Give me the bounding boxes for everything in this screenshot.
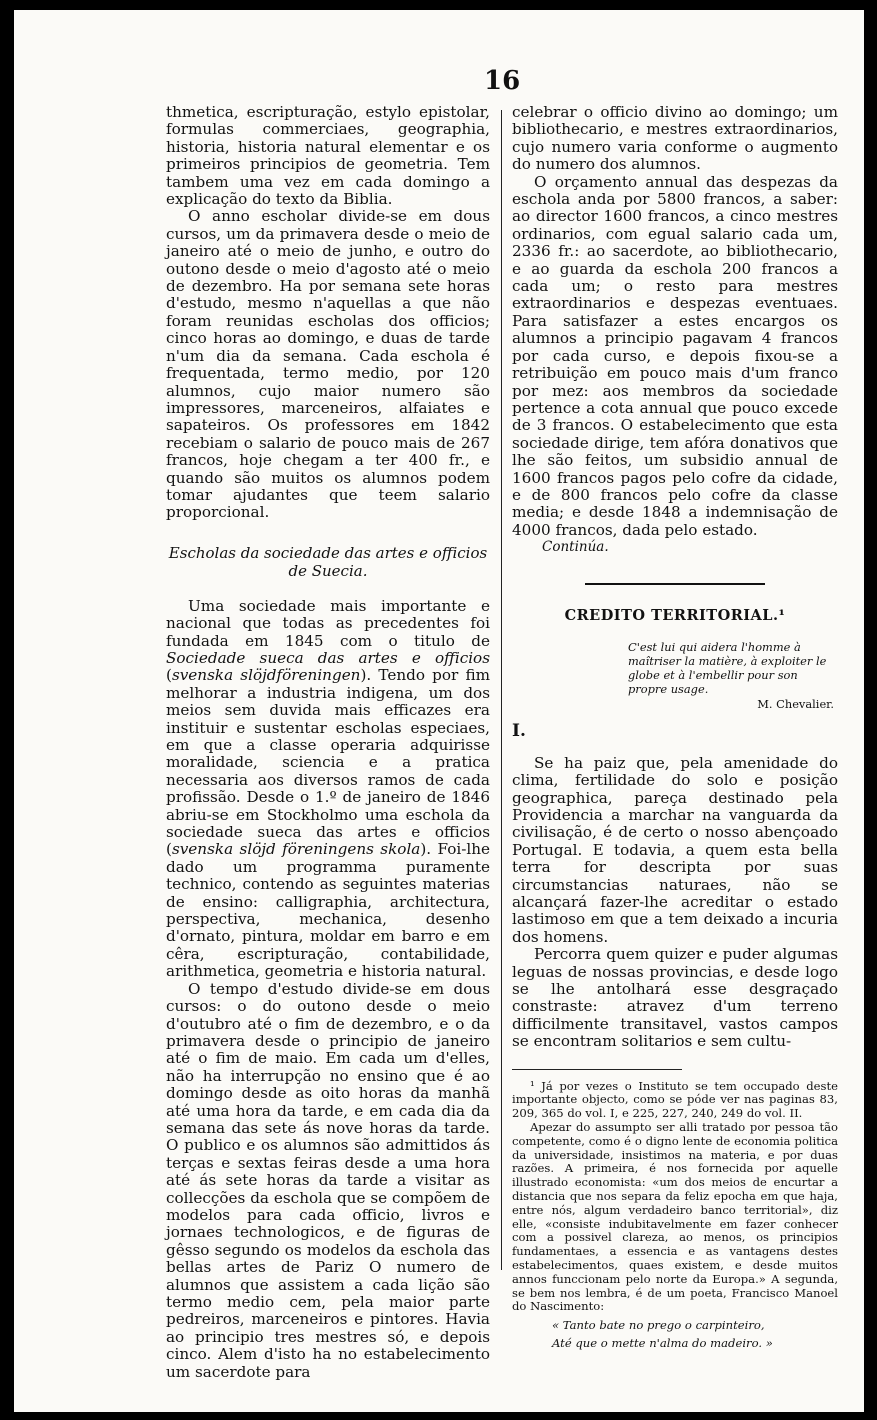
epigraph: C'est lui qui aidera l'homme à maîtriser la matière, à exploiter le globe et à l'embellir pour son propre usage. xyxy=(628,639,827,696)
text-run: Sociedade sueca das artes e officios xyxy=(166,648,490,667)
paragraph: Percorra quem quizer e puder algumas leguas de nossas provincias, e desde logo se lhe antolhará esse desgraçado constraste: atravez d'um terreno difficilmente transitavel, vastos campos se encontram solitarios e sem cultu- xyxy=(512,945,838,1051)
paragraph: Se ha paiz que, pela amenidade do clima, fertilidade do solo e posição geographica, pareça destinado pela Providencia a marchar na vanguarda da civilisação, é de certo o nosso abençoado Portugal. E todavia, a quem esta bella terra for descripta por suas circumstancias naturaes, não se alcançará fazer-lhe acreditar o estado lastimoso em que a tem deixado a incuria dos homens. xyxy=(512,753,838,946)
paragraph xyxy=(166,598,490,981)
text-run: svenska slöjd föreningens skola xyxy=(171,840,421,859)
left-column xyxy=(166,104,490,1381)
text-run: ). Tendo por fim melhorar a industria indigena, um dos meios sem duvida mais efficazes era instituir e sustentar escholas especiaes, em que a classe operaria adquirisse moralidade, sciencia e a pratica necessaria aos diversos ramos de cada profissão. Desde o 1.º de janeiro de 1846 abriu-se em Stockholmo uma eschola da sociedade sueca das artes e officios ( xyxy=(166,666,490,859)
section-subheading xyxy=(166,544,490,580)
article-title: CREDITO TERRITORIAL.¹ xyxy=(564,606,786,624)
text-run: svenska slöjdföreningen xyxy=(171,666,361,685)
section-number: I. xyxy=(512,721,526,742)
footnotes xyxy=(512,1080,838,1351)
article-separator xyxy=(585,583,765,585)
epigraph-author: M. Chevalier. xyxy=(757,696,834,711)
text-run: ( xyxy=(166,666,172,685)
page-number: 16 xyxy=(484,66,521,96)
verse-line: Até que o mette n'alma do madeiro. » xyxy=(552,1336,773,1351)
paragraph: thmetica, escripturação, estylo epistolar, formulas commerciaes, geographia, historia, historia natural elementar e os primeiros principios de geometria. Tem tambem uma vez em cada domingo a explicação do texto da Biblia. xyxy=(166,103,490,209)
verse-line: « Tanto bate no prego o carpinteiro, xyxy=(552,1318,765,1333)
page xyxy=(14,10,864,1412)
paragraph: O orçamento annual das despezas da eschola anda por 5800 francos, a saber: ao director 1600 francos, a cinco mestres ordinarios, com egual salario cada um, 2336 fr.: ao sacerdote, ao bibliothecario, e ao guarda da eschola 200 francos a cada um; o resto para mestres extraordinarios e despezas eventuaes. Para satisfazer a estes encargos os alumnos a principio pagavam 4 francos por cada curso, e depois fixou-se a retribuição em pouco mais d'um franco por mez: aos membros da sociedade pertence a cota annual que pouco excede de 3 francos. O estabelecimento que esta sociedade dirige, tem afóra donativos que lhe são feitos, um subsidio annual de 1600 francos pagos pelo cofre da cidade, e de 800 francos pelo cofre da classe media; e desde 1848 a indemnisação de 4000 francos, dada pelo estado. xyxy=(512,172,838,539)
text-run: Uma sociedade mais importante e nacional que todas as precedentes foi fundada em 1845 com o titulo de xyxy=(166,596,490,650)
paragraph: O tempo d'estudo divide-se em dous cursos: o do outono desde o meio d'outubro até o fim de dezembro, e o da primavera desde o principio de janeiro até o fim de maio. Em cada um d'elles, não ha interrupção no ensino que é ao domingo desde as oito horas da manhã até uma hora da tarde, e em cada dia da semana das sete ás nove horas da tarde. O publico e os alumnos são admittidos ás terças e sextas feiras desde a uma hora até ás sete horas da tarde a visitar as collecções da eschola que se compõem de modelos para cada officio, livros e jornaes technologicos, e de figuras de gêsso segundo os modelos da eschola das bellas artes de Pariz O numero de alumnos que assistem a cada lição são termo medio cem, pela maior parte pedreiros, marceneiros e pintores. Havia ao principio tres mestres só, e depois cinco. Alem d'isto ha no estabelecimento um sacerdote para xyxy=(166,979,490,1381)
continua-label: Continúa. xyxy=(542,539,609,556)
footnote-rule xyxy=(512,1069,682,1070)
footnote: Apezar do assumpto ser alli tratado por pessoa tão competente, como é o digno lente de economia politica da universidade, insistimos na materia, e por duas razões. A primeira, é nos fornecida por aquelle illustrado economista: «um dos meios de encurtar a distancia que nos separa da feliz epocha em que haja, entre nós, algum verdadeiro banco territorial», diz elle, «consiste indubitavelmente em fazer conhecer com a possivel clareza, ao menos, os principios fundamentaes, a essencia e as vantagens destes estabelecimentos, quaes existem, e desde muitos annos funccionam pelo norte da Europa.» A segunda, se bem nos lembra, é de um poeta, Francisco Manoel do Nascimento: xyxy=(512,1120,838,1314)
paragraph: celebrar o officio divino ao domingo; um bibliothecario, e mestres extraordinarios, cujo numero varia conforme o augmento do numero dos alumnos. xyxy=(512,103,838,174)
subheading-line: Escholas da sociedade das artes e officios xyxy=(168,543,488,562)
text-run: ). Foi-lhe dado um programma puramente technico, contendo as seguintes materias de ensino: calligraphia, architectura, perspectiva, mechanica, desenho d'ornato, pintura, moldar em barro e em cêra, escripturação, contabilidade, arithmetica, geometria e historia natural. xyxy=(166,840,490,981)
column-divider xyxy=(501,110,502,1270)
subheading-line: de Suecia. xyxy=(288,561,368,580)
footnote: ¹ Já por vezes o Instituto se tem occupado deste importante objecto, como se póde ver nas paginas 83, 209, 365 do vol. I, e 225, 227, 240, 249 do vol. II. xyxy=(512,1078,838,1121)
right-column xyxy=(512,104,838,1350)
paragraph: O anno escholar divide-se em dous cursos, um da primavera desde o meio de janeiro até o meio de junho, e outro do outono desde o meio d'agosto até o meio de dezembro. Ha por semana sete horas d'estudo, mesmo n'aquellas a que não foram reunidas escholas dos officios; cinco horas ao domingo, e duas de tarde n'um dia da semana. Cada eschola é frequentada, termo medio, por 120 alumnos, cujo maior numero são impressores, marceneiros, alfaiates e sapateiros. Os professores em 1842 recebiam o salario de pouco mais de 267 francos, hoje chegam a ter 400 fr., e quando são muitos os alumnos podem tomar ajudantes que teem salario proporcional. xyxy=(166,207,490,522)
